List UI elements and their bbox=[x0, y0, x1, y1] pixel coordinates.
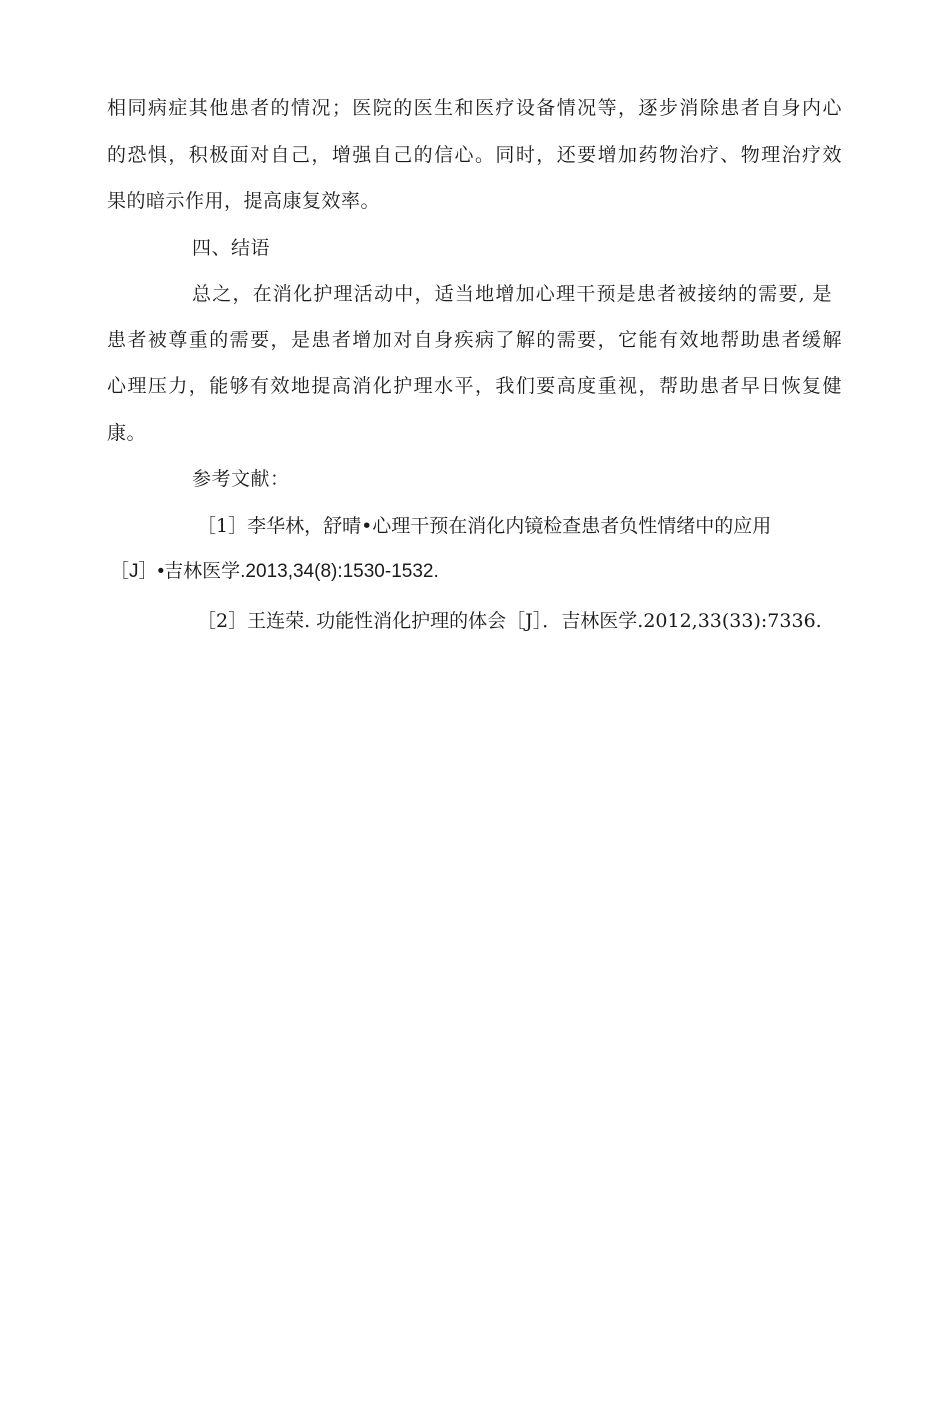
reference-text: ［2］王连荣. 功能性消化护理的体会［J］．吉林医学.2012,33(33):7336. bbox=[197, 610, 822, 632]
paragraph-line: 相同病症其他患者的情况；医院的医生和医疗设备情况等，逐步消除患者自身内心 bbox=[107, 97, 842, 119]
paragraph-line: 的恐惧，积极面对自己，增强自己的信心。同时，还要增加药物治疗、物理治疗效 bbox=[107, 144, 842, 166]
reference-text: ［J］•吉林医学.2013,34(8):1530-1532. bbox=[110, 561, 439, 582]
paragraph-line: 康。 bbox=[107, 422, 147, 444]
paragraph-line: 总之，在消化护理活动中，适当地增加心理干预是患者被接纳的需要, 是 bbox=[192, 283, 832, 305]
reference-text: ［1］李华林，舒晴•心理干预在消化内镜检查患者负性情绪中的应用 bbox=[197, 515, 772, 537]
reference-item-2 bbox=[197, 609, 822, 634]
references-heading: 参考文献： bbox=[192, 468, 290, 490]
paragraph-line: 患者被尊重的需要，是患者增加对自身疾病了解的需要，它能有效地帮助患者缓解 bbox=[107, 329, 842, 351]
paragraph-line: 果的暗示作用，提高康复效率。 bbox=[107, 190, 381, 212]
reference-item-1-line-1 bbox=[197, 514, 771, 539]
paragraph-line: 心理压力，能够有效地提高消化护理水平，我们要高度重视，帮助患者早日恢复健 bbox=[107, 375, 842, 397]
section-heading: 四、结语 bbox=[192, 237, 271, 259]
reference-item-1-line-2 bbox=[110, 560, 439, 584]
